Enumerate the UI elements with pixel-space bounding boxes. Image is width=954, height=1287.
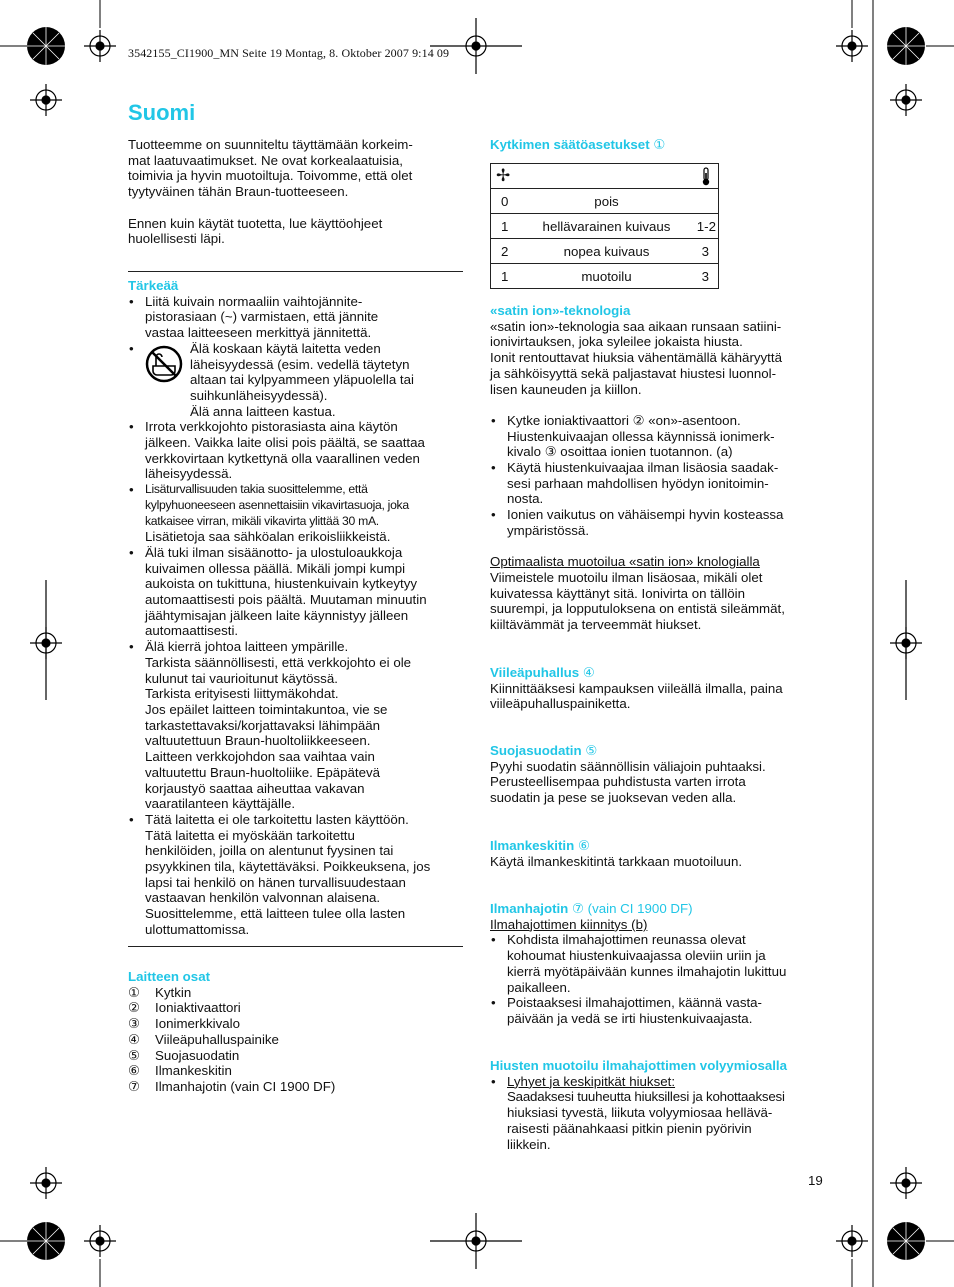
thermometer-icon [701,167,711,186]
page-title: Suomi [128,100,196,125]
page-number: 19 [808,1173,823,1188]
part-item: ③ Ionimerkkivalo [128,1016,240,1032]
switch-section [490,137,830,153]
part-item: ① Kytkin [128,984,192,1000]
intro-line: toimivia ja hyvin muotoiltuja. Toivomme, että olet [128,168,413,184]
switch-settings-table [490,163,719,289]
satin-heading: «satin ion»-teknologia [490,303,631,318]
list-item: • Lyhyet ja keskipitkät hiukset: Saadaksesi tuuheutta hiuksillesi ja kohottaaksesi hiuksiasi tyvestä, liikuta volyymiosaa hellävä- raisesti päänahkaasi pitkin pienin pyörivin liikkein. [490,1074,835,1153]
no-water-warning-icon [144,344,184,384]
list-item: • Poistaaksesi ilmahajottimen, käännä vasta- päivään ja vedä se irti hiustenkuivaajasta. [490,995,835,1026]
part-item: ⑤ Suojasuodatin [128,1047,240,1063]
print-header: 3542155_CI1900_MN Seite 19 Montag, 8. Oktober 2007 9:14 09 [128,46,450,60]
divider [128,271,463,272]
table-row: 0 pois [491,189,719,214]
part-item: ⑦ Ilmanhajotin (vain CI 1900 DF) [128,1078,336,1094]
volume-section: Hiusten muotoilu ilmahajottimen volyymiosalla • Lyhyet ja keskipitkät hiukset: Saadaksesi tuuheutta hiuksillesi ja kohottaaksesi hiuksiasi tyvestä, liikuta volyymiosaa hellävä- raisesti päänahkaasi pitkin pienin pyörivin liikkein. [490,1058,835,1152]
intro-line: mat laatuvaatimukset. Ne ovat korkealaatuisia, [128,152,403,168]
list-item: • Tätä laitetta ei ole tarkoitettu lasten käyttöön. Tätä laitetta ei myöskään tarkoitettu henkilöiden, joilla on alentunut fyysinen tai psyykkinen tila, käytettäväksi. Poikkeuksena, jos lapsi tai henkilö on hänen turvallisuudestaan vastaavan henkilön valvonnan alaisena. Suosittelemme, että laitteen tulee olla lasten ulottumattomissa. [128,812,463,938]
diffuser-section: Ilmanhajotin ⑦ (vain CI 1900 DF) Ilmahajottimen kiinnitys (b) • Kohdista ilmahajottimen reunassa olevat kohoumat hiustenkuivaajassa oleviin uriin ja kierrä myötäpäivään kunnes ilmahajotin lukittuu paikalleen. • Poistaaksesi ilmahajottimen, käännä vasta- päivään ja vedä se irti hiustenkuivaajasta. [490,901,835,1027]
list-item: • Lisäturvallisuuden takia suosittelemme, että kylpyhuoneeseen asennettaisiin vikavirtasuoja, joka katkaisee virran, mikäli vikavirta ylittää 30 mA. Lisätietoja saa sähköalan erikoisliikkeistä. [128,482,463,545]
part-item: ④ Viileäpuhalluspainike [128,1031,279,1047]
intro-line: Ennen kuin käytät tuotetta, lue käyttöohjeet [128,215,383,231]
satin-ion-section: «satin ion»-teknologia «satin ion»-teknologia saa aikaan runsaan satiini- ionivirtauksen, joka syleilee jokaista hiusta. Ionit rentouttavat hiuksia vähentämällä kähäryyttä ja sähköisyyttä sekä paljastavat hiustesi luonnol- lisen kauneuden ja kiillon. • Kytke ioniaktivaattori ② «on»-asentoon. Hiustenkuivaajan ollessa käynnissä ionimerk- kivalo ③ osoittaa ionien tuotannon. (a) • Käytä hiustenkuivaajaa ilman lisäosia saadak- sesi parhaan mahdollisen hyödyn ionitoimin- nosta. • Ionien vaikutus on vähäisempi hyvin kosteassa ympäristössä. Optimaalista muotoilua «satin ion» knologialla Viimeistele muotoilu ilman lisäosaa, mikäli olet kuivatessa käyttänyt sitä. Ionivirta on tällöin suurempi, ja lopputuloksena on entistä sileämmät, kiiltävämmät ja terveemmät hiukset. [490,303,835,633]
parts-heading: Laitteen osat [128,969,211,984]
fan-icon: ✢ [496,166,511,185]
table-header-row [491,164,719,189]
intro-line: Tuotteemme on suunniteltu täyttämään korkeim- [128,137,413,152]
switch-heading: Kytkimen säätöasetukset ① [490,137,666,152]
optimal-styling-title: Optimaalista muotoilua «satin ion» knologialla [490,554,760,570]
parts-section [128,969,463,1095]
part-item: ② Ioniaktivaattori [128,1000,241,1016]
table-row: 2 nopea kuivaus 3 [491,239,719,264]
list-item: • Ionien vaikutus on vähäisempi hyvin kosteassa ympäristössä. [490,507,835,538]
list-item: • Käytä hiustenkuivaajaa ilman lisäosia saadak- sesi parhaan mahdollisen hyödyn ionitoimin- nosta. [490,460,835,507]
list-item: • Älä kierrä johtoa laitteen ympärille. Tarkista säännöllisesti, että verkkojohto ei ole kulunut tai vaurioitunut käytössä. Tarkista erityisesti liittymäkohdat. Jos epäilet laitteen toimintakuntoa, vie se tarkastettavaksi/korjattavaksi lähimpään valtuutettuun Braun-huoltoliikkeeseen. Laitteen verkkojohdon saa vaihtaa vain valtuutettu Braun-huoltoliike. Epäpätevä korjaustyö saattaa aiheuttaa vakavan vaaratilanteen käyttäjälle. [128,639,463,812]
intro-line [128,200,463,216]
list-item: • Älä tuki ilman sisäänotto- ja ulostuloaukkoja kuivaimen ollessa päällä. Mikäli jompi kumpi aukoista on tukittuna, hiustenkuivain kytkeytyy automaattisesti pois päältä. Muutaman minuutin jäähtymisajan jälkeen laite käynnistyy jälleen automaattisesti. [128,545,463,639]
list-item: • Älä koskaan käytä laitetta veden läheisyydessä (esim. vedellä täytetyn altaan tai kylpyammeen yläpuolella tai suihkunläheisyydessä). Älä anna laitteen kastua. [128,341,463,420]
important-section [128,278,463,938]
list-item: • Liitä kuivain normaaliin vaihtojännite- pistorasiaan (~) varmistaen, että jännite vastaa laitteeseen merkittyä jännitettä. [128,294,463,341]
intro-line: tyytyväinen tähän Braun-tuotteeseen. [128,184,349,200]
filter-section: Suojasuodatin ⑤ Pyyhi suodatin säännöllisin väliajoin puhtaaksi. Perusteellisempaa puhdistusta varten irrota suodatin ja pese se juoksevan veden alla. [490,743,766,806]
cool-shot-section: Viileäpuhallus ④ Kiinnittääksesi kampauksen viileällä ilmalla, paina viileäpuhalluspainiketta. [490,665,783,712]
intro [128,137,463,247]
list-item: • Irrota verkkojohto pistorasiasta aina käytön jälkeen. Vaikka laite olisi pois päältä, se saattaa verkkovirtaan kytkettynä olla vaarallinen veden läheisyydessä. [128,419,463,482]
important-heading: Tärkeää [128,278,179,293]
divider [128,946,463,947]
intro-line: huolellisesti läpi. [128,231,225,247]
table-row: 1 hellävarainen kuivaus 1-2 [491,214,719,239]
concentrator-section: Ilmankeskitin ⑥ Käytä ilmankeskitintä tarkkaan muotoiluun. [490,838,743,869]
part-item: ⑥ Ilmankeskitin [128,1063,232,1079]
list-item: • Kohdista ilmahajottimen reunassa olevat kohoumat hiustenkuivaajassa oleviin uriin ja kierrä myötäpäivään kunnes ilmahajotin lukittuu paikalleen. [490,932,835,995]
table-row: 1 muotoilu 3 [491,264,719,289]
list-item: • Kytke ioniaktivaattori ② «on»-asentoon. Hiustenkuivaajan ollessa käynnissä ionimerk- kivalo ③ osoittaa ionien tuotannon. (a) [490,413,835,460]
